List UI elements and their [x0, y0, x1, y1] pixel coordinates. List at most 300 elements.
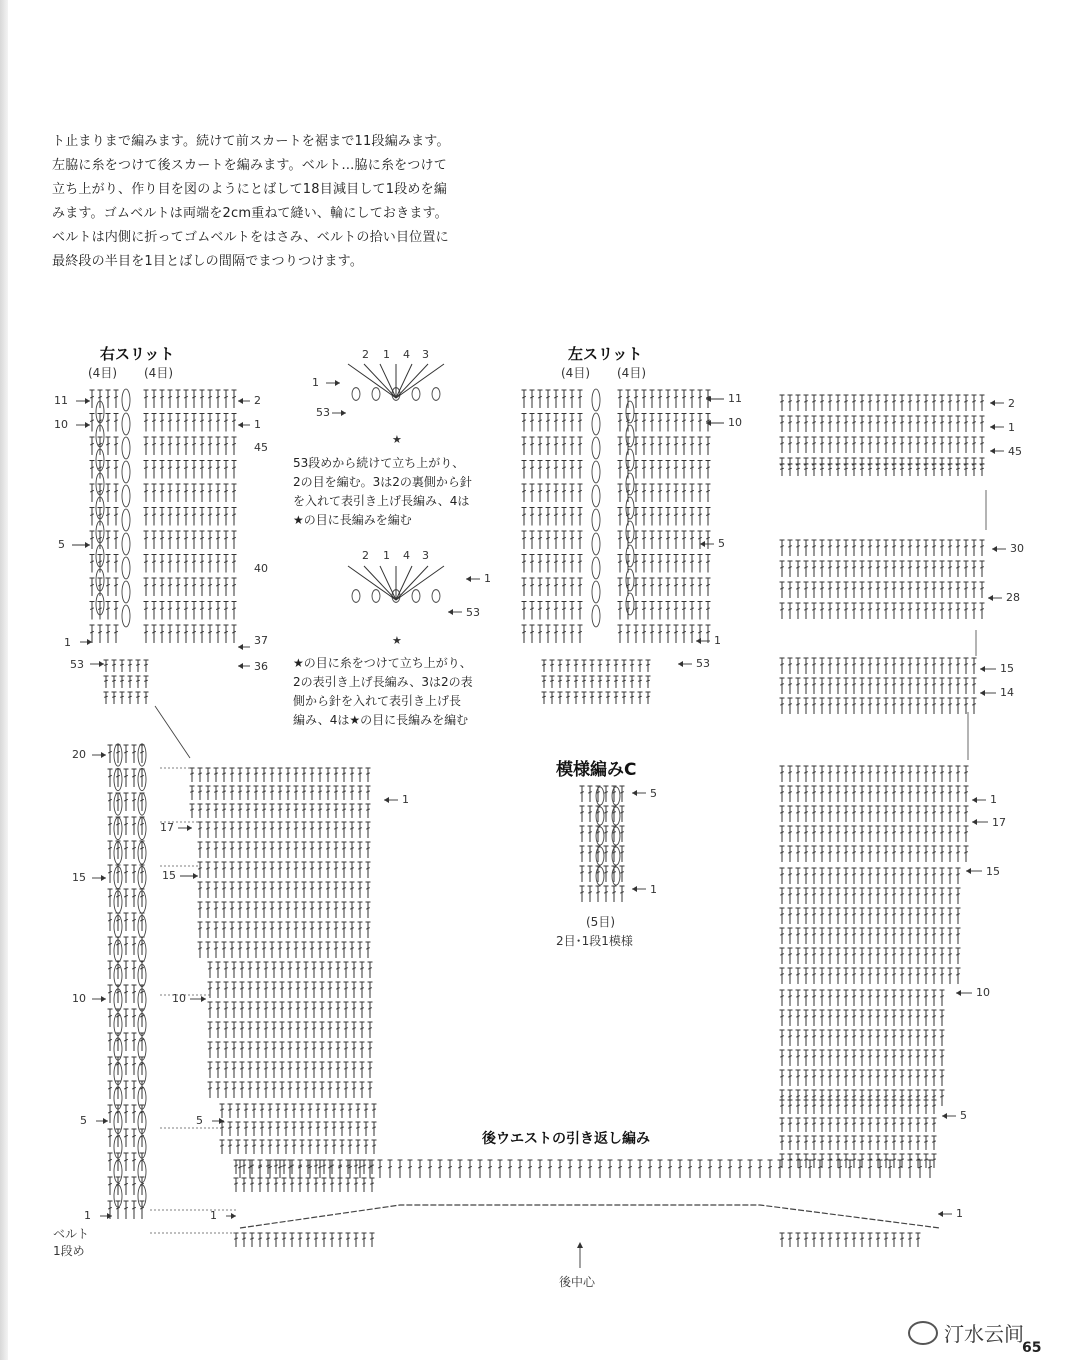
- stitch-symbol: [566, 676, 571, 688]
- stitch-symbol: [780, 928, 785, 944]
- stitch-symbol: [364, 1122, 369, 1136]
- stitch-symbol: [244, 1122, 249, 1136]
- stitch-symbol: [160, 437, 165, 455]
- stitch-symbol: [270, 922, 275, 938]
- stitch-symbol: [688, 1160, 693, 1178]
- stitch-symbol: [860, 561, 865, 577]
- stitch-symbol: [114, 437, 119, 455]
- stitch-symbol: [820, 561, 825, 577]
- stitch-symbol: [876, 1010, 881, 1026]
- stitch-symbol: [230, 882, 235, 898]
- stitch-symbol: [286, 862, 291, 878]
- stitch-symbol: [548, 1160, 553, 1178]
- row-number: 5: [650, 787, 657, 800]
- stitch-symbol: [232, 390, 237, 408]
- stitch-symbol: [812, 806, 817, 822]
- stitch-symbol: [98, 625, 103, 643]
- stitch-symbol: [200, 461, 205, 479]
- stitch-symbol: [852, 888, 857, 904]
- stitch-symbol: [804, 464, 809, 476]
- stitch-symbol: [642, 484, 647, 502]
- stitch-symbol: [892, 698, 897, 714]
- stitch-symbol: [488, 1160, 493, 1178]
- stitch-symbol: [796, 826, 801, 842]
- stitch-symbol: [222, 842, 227, 858]
- stitch-symbol: [546, 602, 551, 620]
- stitch-symbol: [884, 990, 889, 1006]
- stitch-symbol: [876, 678, 881, 694]
- stitch-symbol: [908, 540, 913, 556]
- stitch-symbol: [812, 437, 817, 453]
- stitch-symbol: [828, 1010, 833, 1026]
- stitch-symbol: [152, 555, 157, 573]
- stitch-symbol: [698, 461, 703, 479]
- stitch-symbol: [192, 437, 197, 455]
- stitch-symbol: [550, 660, 555, 672]
- stitch-symbol: [364, 1140, 369, 1154]
- stitch-symbol: [940, 766, 945, 782]
- stitch-symbol: [220, 1122, 225, 1136]
- stitch-symbol: [200, 414, 205, 432]
- stitch-symbol: [924, 846, 929, 862]
- stitch-symbol: [812, 968, 817, 984]
- detail-order: 4: [403, 549, 410, 562]
- stitch-symbol: [334, 822, 339, 838]
- stitch-symbol: [350, 862, 355, 878]
- stitch-symbol: [892, 908, 897, 924]
- stitch-symbol: [206, 902, 211, 918]
- row-arrow-head: [238, 422, 243, 428]
- stitch-symbol: [358, 922, 363, 938]
- stitch-symbol: [900, 846, 905, 862]
- stitch-symbol: [310, 786, 315, 800]
- stitch-symbol: [240, 982, 245, 998]
- stitch-symbol: [232, 625, 237, 643]
- row-number: 10: [976, 986, 990, 999]
- stitch-symbol: [254, 768, 259, 782]
- stitch-symbol: [900, 395, 905, 411]
- stitch-symbol: [366, 862, 371, 878]
- stitch-symbol: [658, 461, 663, 479]
- stitch-symbol: [160, 602, 165, 620]
- stitch-symbol: [932, 658, 937, 674]
- stitch-symbol: [860, 948, 865, 964]
- chain-loop: [412, 590, 420, 603]
- stitch-symbol: [812, 1010, 817, 1026]
- stitch-symbol: [580, 886, 585, 902]
- stitch-symbol: [554, 461, 559, 479]
- stitch-symbol: [812, 786, 817, 802]
- stitch-symbol: [820, 1100, 825, 1114]
- stitch-symbol: [876, 416, 881, 432]
- stitch-symbol: [924, 766, 929, 782]
- repeat-label: 2目･1段1模様: [556, 934, 633, 948]
- stitch-symbol: [222, 942, 227, 958]
- stitch-symbol: [876, 1030, 881, 1046]
- stitch-symbol: [152, 390, 157, 408]
- note-line: 側から針を入れて表引き上げ長: [293, 694, 462, 708]
- stitch-symbol: [530, 578, 535, 596]
- stitch-symbol: [224, 982, 229, 998]
- stitch-symbol: [900, 806, 905, 822]
- stitch-symbol: [278, 942, 283, 958]
- stitch-symbol: [868, 1100, 873, 1114]
- stitch-symbol: [618, 484, 623, 502]
- stitch-symbol: [916, 1010, 921, 1026]
- stitch-symbol: [852, 990, 857, 1006]
- stitch-symbol: [780, 561, 785, 577]
- stitch-symbol: [900, 658, 905, 674]
- stitch-symbol: [256, 1022, 261, 1038]
- stitch-symbol: [124, 1129, 129, 1147]
- center-arrow-head: [577, 1242, 583, 1248]
- stitch-symbol: [916, 968, 921, 984]
- stitch-symbol: [234, 1233, 239, 1247]
- stitch-symbol: [236, 1140, 241, 1154]
- stitch-symbol: [868, 540, 873, 556]
- stitch-symbol: [844, 395, 849, 411]
- stitch-symbol: [868, 826, 873, 842]
- stitch-symbol: [820, 1070, 825, 1086]
- stitch-symbol: [642, 461, 647, 479]
- stitch-symbol: [296, 1062, 301, 1078]
- stitch-symbol: [658, 508, 663, 526]
- stitch-symbol: [144, 390, 149, 408]
- stitch-symbol: [108, 841, 113, 859]
- stitch-symbol: [650, 390, 655, 408]
- stitch-symbol: [428, 1160, 433, 1178]
- stitch-symbol: [956, 678, 961, 694]
- stitch-symbol: [812, 603, 817, 619]
- stitch-symbol: [318, 922, 323, 938]
- stitch-symbol: [674, 414, 679, 432]
- row-number: 17: [992, 816, 1006, 829]
- stitch-symbol: [690, 414, 695, 432]
- stitch-symbol: [160, 531, 165, 549]
- stitch-symbol: [796, 582, 801, 598]
- stitch-symbol: [804, 948, 809, 964]
- stitch-symbol: [522, 578, 527, 596]
- stitch-symbol: [152, 531, 157, 549]
- stitch-symbol: [884, 678, 889, 694]
- stitch-symbol: [658, 414, 663, 432]
- stitch-symbol: [522, 508, 527, 526]
- stitch-symbol: [828, 908, 833, 924]
- stitch-symbol: [192, 578, 197, 596]
- stitch-symbol: [812, 658, 817, 674]
- stitch-symbol: [132, 1009, 137, 1027]
- stitch-symbol: [588, 806, 593, 822]
- stitch-symbol: [232, 1082, 237, 1098]
- stitch-symbol: [836, 582, 841, 598]
- stitch-symbol: [626, 390, 631, 408]
- stitch-symbol: [876, 868, 881, 884]
- stitch-symbol: [956, 416, 961, 432]
- stitch-symbol: [908, 464, 913, 476]
- stitch-symbol: [844, 416, 849, 432]
- stitch-symbol: [940, 1070, 945, 1086]
- stitch-symbol: [892, 846, 897, 862]
- stitch-symbol: [852, 846, 857, 862]
- stitch-symbol: [812, 1100, 817, 1114]
- stitch-symbol: [698, 531, 703, 549]
- stitch-symbol: [892, 1136, 897, 1150]
- stitch-symbol: [666, 437, 671, 455]
- stitch-symbol: [590, 676, 595, 688]
- stitch-symbol: [780, 1050, 785, 1066]
- stitch-symbol: [642, 578, 647, 596]
- stitch-symbol: [646, 676, 651, 688]
- stitch-symbol: [916, 698, 921, 714]
- stitch-symbol: [900, 1010, 905, 1026]
- stitch-symbol: [354, 1233, 359, 1247]
- stitch-symbol: [132, 937, 137, 955]
- stitch-symbol: [244, 1140, 249, 1154]
- stitch-symbol: [642, 390, 647, 408]
- stitch-symbol: [884, 698, 889, 714]
- stitch-symbol: [964, 658, 969, 674]
- stitch-symbol: [796, 698, 801, 714]
- stitch-symbol: [828, 1233, 833, 1247]
- stitch-symbol: [844, 806, 849, 822]
- stitch-symbol: [956, 582, 961, 598]
- stitch-symbol: [358, 842, 363, 858]
- stitch-symbol: [900, 540, 905, 556]
- stitch-symbol: [176, 508, 181, 526]
- stitch-symbol: [892, 395, 897, 411]
- stitch-symbol: [908, 416, 913, 432]
- stitch-symbol: [132, 817, 137, 835]
- stitch-symbol: [860, 928, 865, 944]
- stitch-symbol: [248, 1082, 253, 1098]
- stitch-symbol: [238, 942, 243, 958]
- stitch-symbol: [828, 437, 833, 453]
- stitch-symbol: [836, 1100, 841, 1114]
- row-arrow-head: [988, 595, 993, 601]
- stitch-symbol: [270, 862, 275, 878]
- row-number: 1: [210, 1209, 217, 1222]
- stitch-symbol: [278, 882, 283, 898]
- stitch-symbol: [250, 1233, 255, 1247]
- stitch-symbol: [580, 846, 585, 862]
- detail-order: 3: [422, 348, 429, 361]
- stitch-symbol: [206, 862, 211, 878]
- stitch-symbol: [868, 948, 873, 964]
- stitch-symbol: [932, 1070, 937, 1086]
- stitch-symbol: [892, 928, 897, 944]
- stitch-symbol: [208, 437, 213, 455]
- stitch-symbol: [932, 868, 937, 884]
- stitch-symbol: [198, 902, 203, 918]
- stitch-symbol: [284, 1140, 289, 1154]
- stitch-symbol: [780, 786, 785, 802]
- stitch-symbol: [270, 902, 275, 918]
- stitch-symbol: [658, 531, 663, 549]
- chain-loop: [626, 425, 634, 447]
- stitch-symbol: [208, 982, 213, 998]
- row-number: 53: [466, 606, 480, 619]
- stitch-symbol: [706, 531, 711, 549]
- stitch-symbol: [820, 968, 825, 984]
- stitch-symbol: [844, 582, 849, 598]
- stitch-symbol: [546, 508, 551, 526]
- stitch-symbol: [332, 1140, 337, 1154]
- stitch-symbol: [916, 888, 921, 904]
- stitch-symbol: [140, 745, 145, 763]
- stitch-symbol: [328, 982, 333, 998]
- stitch-symbol: [378, 1160, 383, 1178]
- stitch-symbol: [326, 842, 331, 858]
- stitch-symbol: [366, 882, 371, 898]
- stitch-symbol: [964, 846, 969, 862]
- stitch-symbol: [908, 766, 913, 782]
- stitch-symbol: [932, 416, 937, 432]
- stitch-symbol: [876, 1070, 881, 1086]
- stitch-symbol: [788, 582, 793, 598]
- stitch-symbol: [812, 868, 817, 884]
- stitch-symbol: [106, 461, 111, 479]
- stitch-symbol: [246, 842, 251, 858]
- stitch-symbol: [908, 603, 913, 619]
- stitch-symbol: [198, 768, 203, 782]
- stitch-symbol: [328, 962, 333, 978]
- stitch-symbol: [278, 786, 283, 800]
- stitch-symbol: [820, 678, 825, 694]
- stitch-symbol: [352, 1062, 357, 1078]
- stitch-symbol: [948, 678, 953, 694]
- stitch-symbol: [860, 826, 865, 842]
- stitch-symbol: [270, 842, 275, 858]
- stitch-symbol: [908, 846, 913, 862]
- stitch-symbol: [418, 1160, 423, 1178]
- stitch-symbol: [108, 769, 113, 787]
- stitch-symbol: [558, 1160, 563, 1178]
- stitch-symbol: [108, 1105, 113, 1123]
- stitch-symbol: [780, 868, 785, 884]
- stitch-symbol: [852, 806, 857, 822]
- stitch-symbol: [908, 948, 913, 964]
- note-line: を入れて表引き上げ長編み、4は: [293, 494, 470, 508]
- stitch-symbol: [844, 1100, 849, 1114]
- watermark-text: 汀水云间: [944, 1322, 1024, 1346]
- stitch-symbol: [132, 1081, 137, 1099]
- stitch-symbol: [144, 625, 149, 643]
- stitch-symbol: [348, 1104, 353, 1118]
- stitch-symbol: [538, 437, 543, 455]
- row-arrow-head: [101, 752, 106, 758]
- stitch-symbol: [860, 766, 865, 782]
- stitch-symbol: [336, 1042, 341, 1058]
- stitch-symbol: [260, 1104, 265, 1118]
- stitch-symbol: [884, 1136, 889, 1150]
- stitch-symbol: [932, 582, 937, 598]
- stitch-symbol: [788, 1010, 793, 1026]
- row-number: 37: [254, 634, 268, 647]
- stitch-symbol: [908, 1100, 913, 1114]
- stitch-symbol: [852, 416, 857, 432]
- stitch-symbol: [884, 806, 889, 822]
- stitch-symbol: [228, 1122, 233, 1136]
- stitch-symbol: [278, 922, 283, 938]
- stitch-symbol: [278, 842, 283, 858]
- stitch-symbol: [828, 603, 833, 619]
- stitch-symbol: [738, 1160, 743, 1178]
- chain-loop: [122, 605, 130, 627]
- stitch-symbol: [932, 908, 937, 924]
- row-arrow-head: [201, 996, 206, 1002]
- stitch-symbol: [836, 1030, 841, 1046]
- stitch-symbol: [120, 692, 125, 704]
- stitch-symbol: [892, 1050, 897, 1066]
- stitch-symbol: [852, 540, 857, 556]
- stitch-symbol: [546, 555, 551, 573]
- stitch-symbol: [372, 1122, 377, 1136]
- stitch-symbol: [876, 464, 881, 476]
- stitch-symbol: [140, 793, 145, 811]
- stitch-symbol: [546, 578, 551, 596]
- stitch-symbol: [892, 1100, 897, 1114]
- stitch-symbol: [238, 882, 243, 898]
- stitch-symbol: [796, 846, 801, 862]
- stitch-symbol: [206, 922, 211, 938]
- stitch-symbol: [876, 1118, 881, 1132]
- stitch-symbol: [606, 660, 611, 672]
- stitch-symbol: [302, 882, 307, 898]
- stitch-symbol: [318, 842, 323, 858]
- note-line: ★の目に糸をつけて立ち上がり、: [293, 656, 472, 670]
- row-number: 5: [196, 1114, 203, 1127]
- stitch-symbol: [216, 555, 221, 573]
- stitch-symbol: [232, 414, 237, 432]
- stitch-symbol: [160, 625, 165, 643]
- stitch-symbol: [580, 826, 585, 842]
- stitch-symbol: [892, 464, 897, 476]
- stitch-symbol: [682, 555, 687, 573]
- row-arrow-head: [980, 690, 985, 696]
- stitch-symbol: [852, 464, 857, 476]
- stitch-symbol: [570, 414, 575, 432]
- stitch-symbol: [972, 698, 977, 714]
- stitch-symbol: [796, 464, 801, 476]
- stitch-symbol: [334, 862, 339, 878]
- stitch-symbol: [884, 582, 889, 598]
- chain-loop: [592, 581, 600, 603]
- stitch-symbol: [956, 698, 961, 714]
- stitch-symbol: [354, 1160, 359, 1174]
- stitch-symbol: [350, 842, 355, 858]
- stitch-symbol: [342, 902, 347, 918]
- stitch-symbol: [570, 508, 575, 526]
- stitch-symbol: [828, 540, 833, 556]
- row-arrow-head: [700, 541, 705, 547]
- stitch-symbol: [246, 786, 251, 800]
- count-label: (4目): [88, 366, 117, 380]
- stitch-symbol: [844, 464, 849, 476]
- stitch-symbol: [368, 1002, 373, 1018]
- stitch-symbol: [356, 1122, 361, 1136]
- stitch-symbol: [788, 1050, 793, 1066]
- stitch-symbol: [796, 990, 801, 1006]
- stitch-symbol: [828, 786, 833, 802]
- stitch-symbol: [674, 437, 679, 455]
- stitch-symbol: [578, 602, 583, 620]
- stitch-symbol: [522, 555, 527, 573]
- stitch-symbol: [90, 555, 95, 573]
- stitch-symbol: [820, 846, 825, 862]
- stitch-symbol: [352, 982, 357, 998]
- stitch-symbol: [956, 826, 961, 842]
- stitch-symbol: [208, 461, 213, 479]
